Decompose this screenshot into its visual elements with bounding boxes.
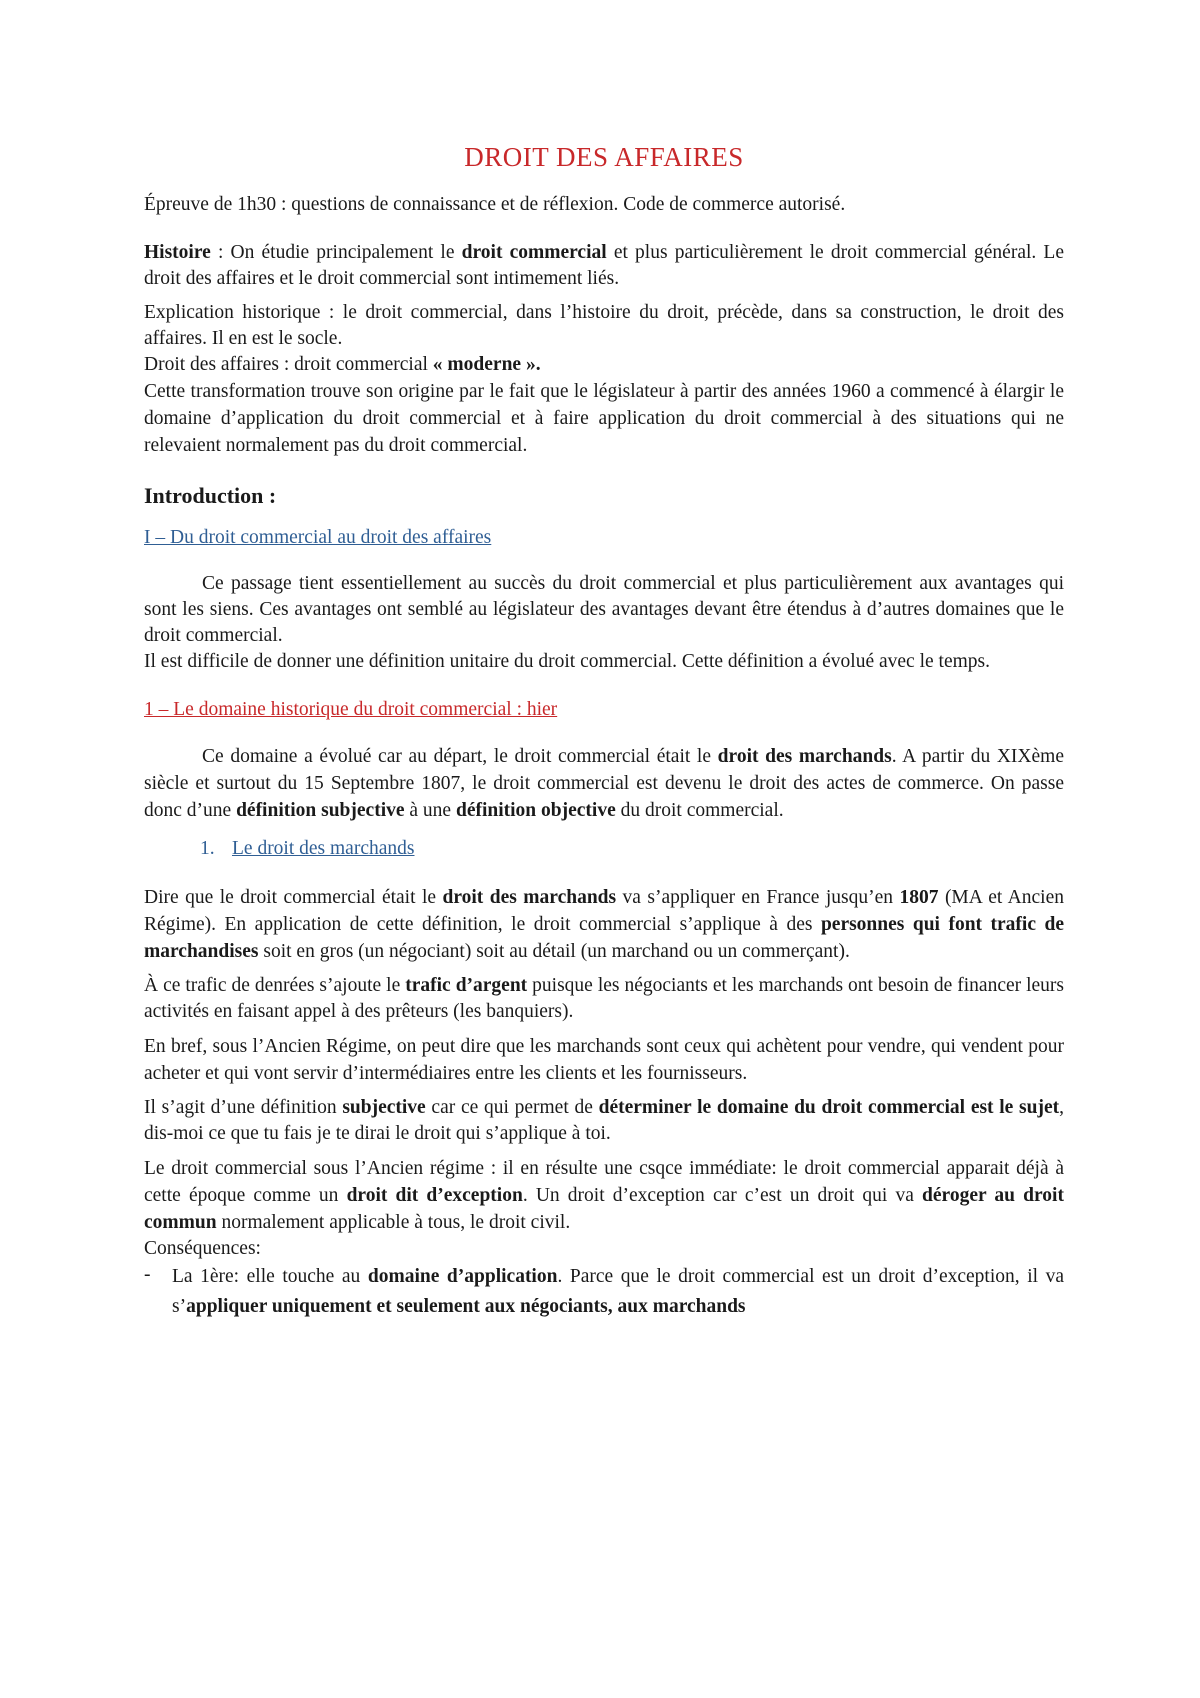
page-title: DROIT DES AFFAIRES <box>464 142 744 172</box>
section-heading-1[interactable]: I – Du droit commercial au droit des affaires <box>144 527 492 548</box>
passage-paragraph: Ce passage tient essentiellement au succès du droit commercial et plus particulièrement aux avantages qui sont les siens. Ces avantages ont semblé au législateur des avantages devant être étendus à d’autres domaines que le droit commercial. <box>144 573 1064 646</box>
subsection-heading-1[interactable]: 1 – Le domaine historique du droit commercial : hier <box>144 699 558 720</box>
domaine-paragraph: Ce domaine a évolué car au départ, le droit commercial était le droit des marchands. A partir du XIXème siècle et surtout du 15 Septembre 1807, le droit commercial est devenu le droit des actes de commerce. On passe donc d’une définition subjective à une définition objective du droit commercial. <box>144 746 1064 821</box>
trafic-paragraph: À ce trafic de denrées s’ajoute le trafic d’argent puisque les négociants et les marchands ont besoin de financer leurs activités en faisant appel à des prêteurs (les banquiers). <box>144 975 1065 1022</box>
explication-paragraph: Explication historique : le droit commercial, dans l’histoire du droit, précède, dans sa construction, le droit des affaires. Il en est le socle. <box>144 302 1064 349</box>
bullet-text: La 1ère: elle touche au domaine d’application. Parce que le droit commercial est un droit d’exception, il va s’appliquer uniquement et seulement aux négociants, aux marchands <box>172 1266 1064 1317</box>
introduction-heading: Introduction : <box>144 483 277 508</box>
consequences-label: Conséquences: <box>144 1238 261 1259</box>
dire-paragraph: Dire que le droit commercial était le droit des marchands va s’appliquer en France jusqu’en 1807 (MA et Ancien Régime). En application de cette définition, le droit commercial s’applique à des personnes qui font trafic de marchandises soit en gros (un négociant) soit au détail (un marchand ou un commerçant). <box>144 887 1064 962</box>
bref-paragraph: En bref, sous l’Ancien Régime, on peut dire que les marchands sont ceux qui achètent pour vendre, qui vendent pour acheter et qui vont servir d’intermédiaires entre les clients et les fournisseurs. <box>144 1036 1064 1084</box>
droit-affaires-line: Droit des affaires : droit commercial « moderne ». <box>144 354 541 375</box>
bullet-dash: - <box>144 1264 151 1285</box>
exam-line: Épreuve de 1h30 : questions de connaissance et de réflexion. Code de commerce autorisé. <box>144 194 846 215</box>
document-page <box>144 140 1064 1322</box>
ancien-regime-paragraph: Le droit commercial sous l’Ancien régime : il en résulte une csqce immédiate: le droit commercial apparait déjà à cette époque comme un droit dit d’exception. Un droit d’exception car c’est un droit qui va déroger au droit commun normalement applicable à tous, le droit civil. <box>144 1158 1064 1233</box>
subjective-paragraph: Il s’agit d’une définition subjective car ce qui permet de déterminer le domaine du droit commercial est le sujet, dis-moi ce que tu fais je te dirai le droit qui s’applique à toi. <box>144 1097 1065 1144</box>
definition-paragraph: Il est difficile de donner une définition unitaire du droit commercial. Cette définition a évolué avec le temps. <box>144 651 990 672</box>
numbered-heading-1[interactable]: 1. Le droit des marchands <box>200 838 415 859</box>
histoire-label: Histoire <box>144 242 211 263</box>
bullet-item-1 <box>144 1262 1064 1322</box>
histoire-paragraph: Histoire : On étudie principalement le droit commercial et plus particulièrement le droit commercial général. Le droit des affaires et le droit commercial sont intimement liés. <box>144 242 1064 289</box>
transformation-paragraph: Cette transformation trouve son origine par le fait que le législateur à partir des années 1960 a commencé à élargir le domaine d’application du droit commercial et à faire application du droit commercial à des situations qui ne relevaient normalement pas du droit commercial. <box>144 381 1064 456</box>
